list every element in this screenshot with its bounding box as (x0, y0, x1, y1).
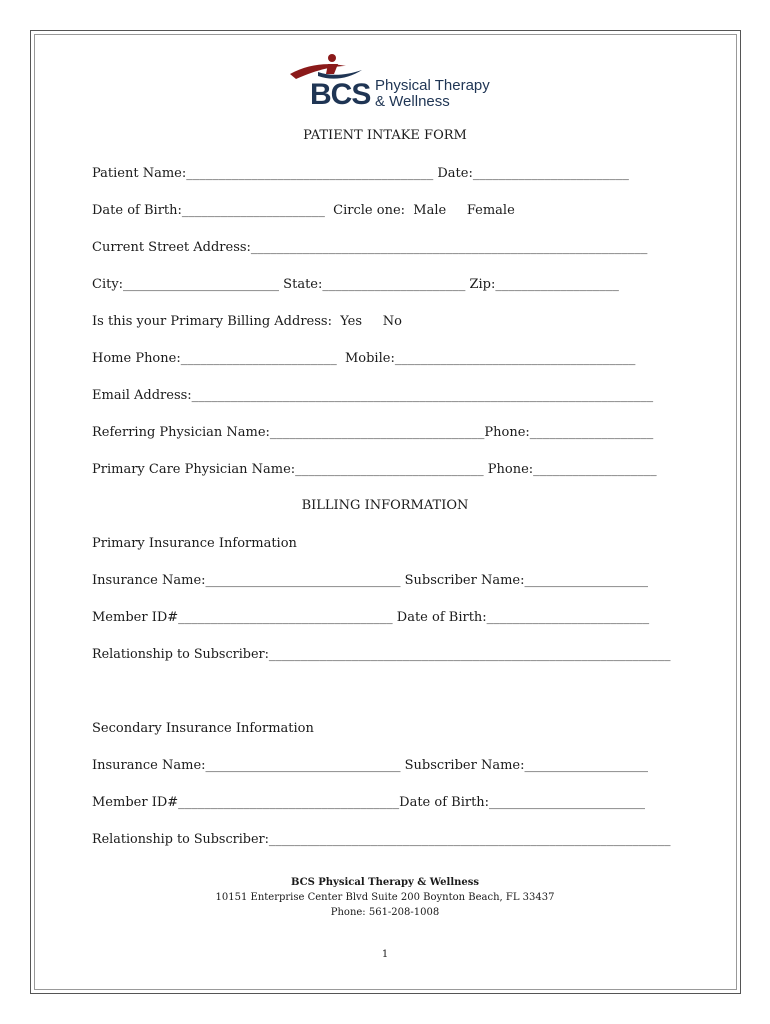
footer-phone: Phone: 561-208-1008 (330, 907, 440, 918)
footer-address: 10151 Enterprise Center Blvd Suite 200 Boynton Beach, FL 33437 (215, 892, 555, 903)
dob-line[interactable]: Date of Birth:______________________ Circle one: Male Female (92, 203, 515, 218)
address-line[interactable]: Current Street Address:_____________________________________________________________ (92, 240, 648, 255)
billing-address-line[interactable]: Is this your Primary Billing Address: Yes No (92, 314, 402, 329)
phones-line[interactable]: Home Phone:________________________ Mobile:_____________________________________ (92, 351, 636, 366)
primary-member-line[interactable]: Member ID#_________________________________ Date of Birth:_________________________ (92, 610, 650, 625)
logo-tagline-1: Physical Therapy (375, 77, 490, 94)
secondary-insurance-names-line[interactable]: Insurance Name:______________________________ Subscriber Name:___________________ (92, 758, 648, 773)
bcs-logo (288, 52, 488, 112)
primary-insurance-names-line[interactable]: Insurance Name:______________________________ Subscriber Name:___________________ (92, 573, 648, 588)
primary-relationship-line[interactable]: Relationship to Subscriber:_______________________________________________________________ (92, 647, 671, 662)
secondary-insurance-heading: Secondary Insurance Information (92, 721, 314, 736)
primary-insurance-heading: Primary Insurance Information (92, 536, 297, 551)
page-number: 1 (381, 949, 389, 960)
secondary-member-line[interactable]: Member ID#__________________________________Date of Birth:________________________ (92, 795, 646, 810)
patient-name-line[interactable]: Patient Name:______________________________________ Date:________________________ (92, 166, 629, 181)
email-line[interactable]: Email Address:_______________________________________________________________________ (92, 388, 654, 403)
secondary-relationship-line[interactable]: Relationship to Subscriber:_______________________________________________________________ (92, 832, 671, 847)
form-title: PATIENT INTAKE FORM (303, 128, 467, 143)
primary-care-line[interactable]: Primary Care Physician Name:_____________________________ Phone:___________________ (92, 462, 657, 477)
referring-physician-line[interactable]: Referring Physician Name:_________________________________Phone:___________________ (92, 425, 654, 440)
billing-title: BILLING INFORMATION (301, 498, 469, 513)
logo-bcs-text: BCS (310, 78, 371, 111)
footer-company-name: BCS Physical Therapy & Wellness (290, 877, 480, 888)
logo-tagline-2: & Wellness (375, 93, 450, 110)
city-state-zip-line[interactable]: City:________________________ State:______________________ Zip:___________________ (92, 277, 619, 292)
